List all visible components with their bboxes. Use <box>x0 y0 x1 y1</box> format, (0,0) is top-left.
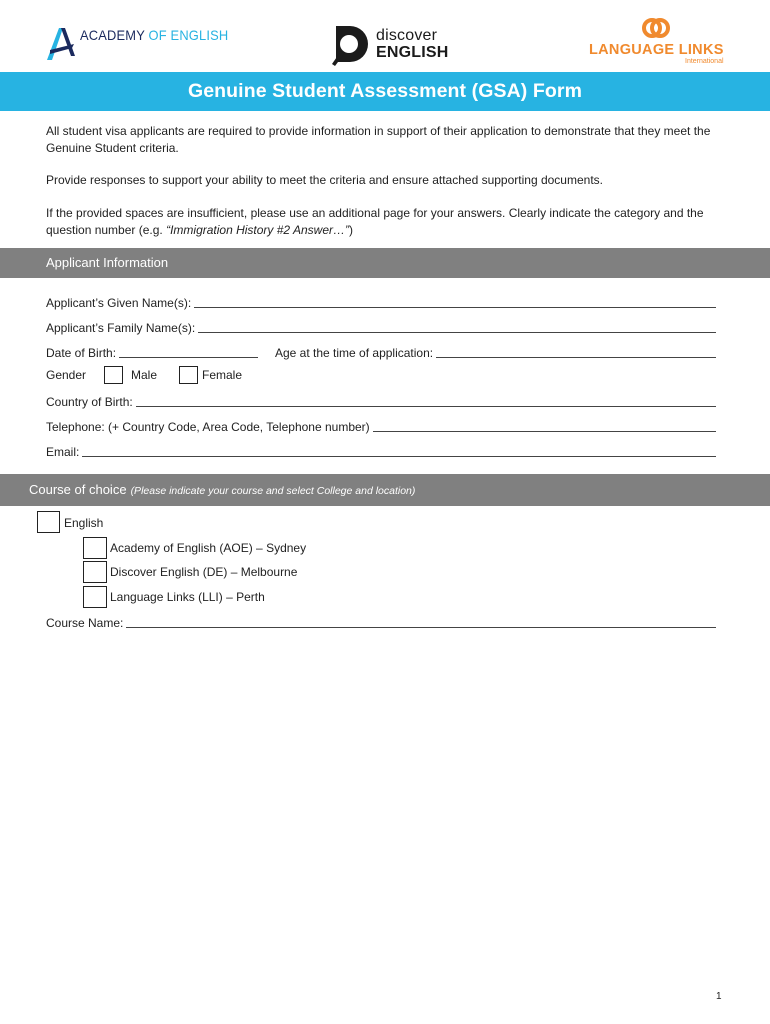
ll-logo-text: LANGUAGE LINKS <box>589 42 724 58</box>
aoe-sydney-label: Academy of English (AOE) – Sydney <box>110 541 307 555</box>
age-label: Age at the time of application: <box>275 346 434 360</box>
course-name-field[interactable] <box>46 612 716 630</box>
course-section-title: Course of choice <box>29 482 127 497</box>
applicant-info-title: Applicant Information <box>46 255 169 270</box>
lli-perth-label: Language Links (LLI) – Perth <box>110 590 265 604</box>
family-names-field[interactable] <box>46 317 716 335</box>
intro-paragraph-3-text: If the provided spaces are insufficient, please use an additional page for your answers. Clearly indicate the category and the question number (e.g. <box>46 206 704 237</box>
course-name-input-line[interactable] <box>126 616 716 628</box>
female-checkbox[interactable] <box>179 366 198 384</box>
language-links-logo <box>589 16 729 68</box>
age-field[interactable] <box>275 342 716 360</box>
country-of-birth-field[interactable] <box>46 391 716 409</box>
de-melbourne-label: Discover English (DE) – Melbourne <box>110 565 298 579</box>
intro-paragraph-2: Provide responses to support your ability to meet the criteria and ensure attached supporting documents. <box>46 173 603 187</box>
aoe-logo-text-1: ACADEMY <box>80 27 145 43</box>
intro-paragraph-3 <box>46 205 716 239</box>
male-checkbox[interactable] <box>104 366 123 384</box>
female-label: Female <box>202 368 243 382</box>
de-logo-text-2: ENGLISH <box>376 43 449 61</box>
telephone-field[interactable] <box>46 416 716 434</box>
email-label: Email: <box>46 445 80 459</box>
english-label: English <box>64 516 104 530</box>
aoe-sydney-checkbox[interactable] <box>83 537 107 559</box>
logo-bar <box>0 0 770 72</box>
given-names-label: Applicant’s Given Name(s): <box>46 296 192 310</box>
country-of-birth-input-line[interactable] <box>136 395 716 407</box>
male-label: Male <box>131 368 158 382</box>
intro-paragraph-3-example: “Immigration History #2 Answer…” <box>166 223 350 237</box>
page-title: Genuine Student Assessment (GSA) Form <box>187 80 583 102</box>
email-input-line[interactable] <box>82 445 716 457</box>
chain-link-icon <box>641 16 671 40</box>
discover-english-logo <box>328 20 449 68</box>
applicant-info-section-header <box>0 248 770 278</box>
given-names-input-line[interactable] <box>194 296 716 308</box>
gender-label: Gender <box>46 368 87 382</box>
telephone-input-line[interactable] <box>373 420 716 432</box>
academy-of-english-logo <box>44 22 241 66</box>
page-number: 1 <box>716 991 722 1002</box>
de-logo-text-1: discover <box>376 26 438 44</box>
lli-perth-checkbox[interactable] <box>83 586 107 608</box>
course-name-label: Course Name: <box>46 616 124 630</box>
course-section-header <box>0 474 770 506</box>
dob-input-line[interactable] <box>119 346 258 358</box>
given-names-field[interactable] <box>46 292 716 310</box>
magnifier-d-icon <box>328 22 374 66</box>
title-band <box>0 72 770 111</box>
age-input-line[interactable] <box>436 346 716 358</box>
intro-paragraph-3-end: ) <box>349 223 354 237</box>
dob-field[interactable] <box>46 342 258 360</box>
aoe-logo-text-2: OF ENGLISH <box>148 27 229 43</box>
email-field[interactable] <box>46 441 716 459</box>
ll-logo-subtext: International <box>685 58 724 65</box>
dob-label: Date of Birth: <box>46 346 117 360</box>
country-of-birth-label: Country of Birth: <box>46 395 133 409</box>
telephone-label: Telephone: (+ Country Code, Area Code, Telephone number) <box>46 420 370 434</box>
family-names-label: Applicant’s Family Name(s): <box>46 321 196 335</box>
de-melbourne-checkbox[interactable] <box>83 561 107 583</box>
course-section-note: (Please indicate your course and select College and location) <box>130 485 416 497</box>
aoe-mark-icon <box>44 22 78 62</box>
intro-paragraph-1: All student visa applicants are required to provide information in support of their application to demonstrate that they meet the Genuine Student criteria. <box>46 124 711 155</box>
family-names-input-line[interactable] <box>198 321 716 333</box>
english-checkbox[interactable] <box>37 511 60 533</box>
